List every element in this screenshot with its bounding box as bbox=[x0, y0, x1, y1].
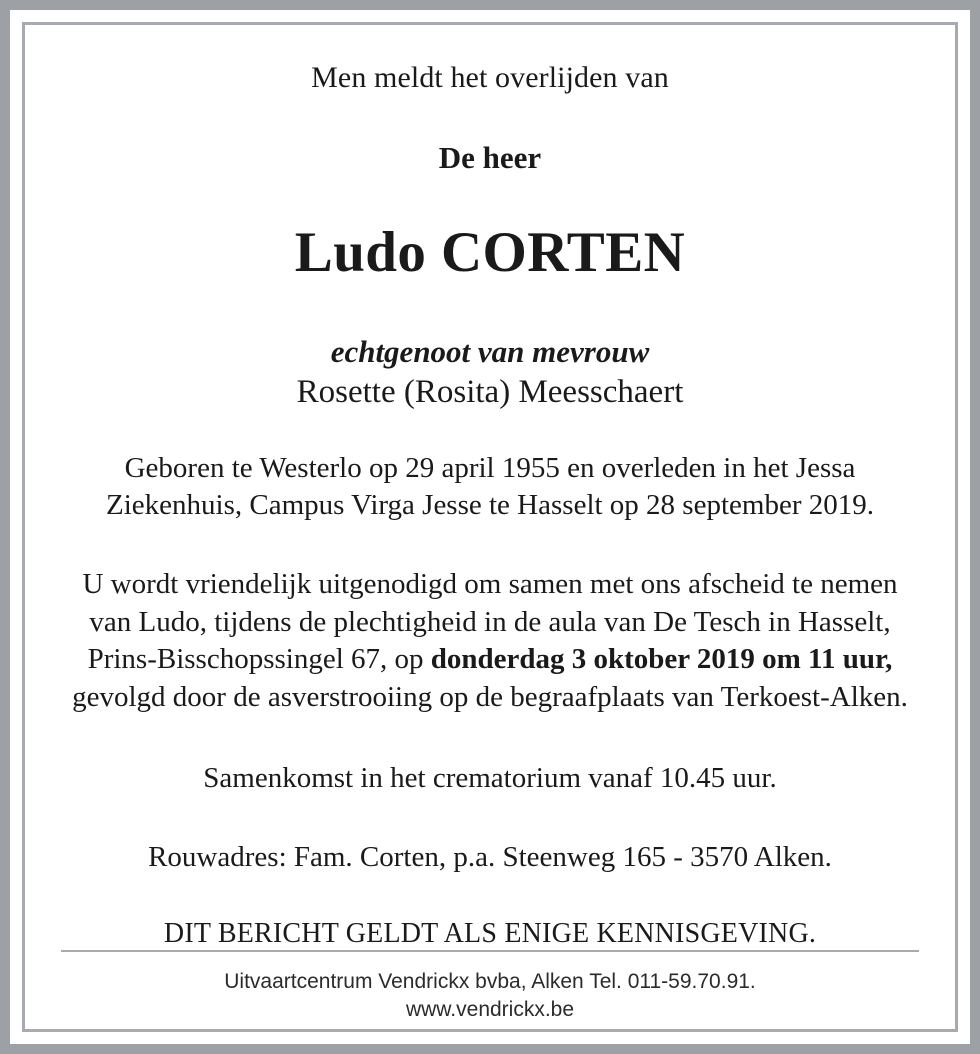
birth-death-paragraph: Geboren te Westerlo op 29 april 1955 en overleden in het Jessa Ziekenhuis, Campus Virga Jesse te Hasselt op 28 september 2019. bbox=[106, 451, 874, 522]
spouse-name: Rosette (Rosita) Meesschaert bbox=[296, 373, 684, 410]
announcement-text: Men meldt het overlijden van bbox=[311, 61, 669, 94]
notice-body bbox=[53, 47, 927, 950]
ceremony-datetime: donderdag 3 oktober 2019 om 11 uur, bbox=[430, 643, 893, 676]
footer-divider bbox=[61, 950, 919, 952]
ceremony-text-before: U wordt vriendelijk uitgenodigd om samen met ons afscheid te nemen van Ludo, tijdens de plechtigheid in de aula van De Tesch in Hasselt, Prins-Bisschopssingel 67, op bbox=[82, 568, 898, 676]
ceremony-text-after: gevolgd door de asverstrooiing op de begraafplaats van Terkoest-Alken. bbox=[72, 680, 908, 713]
funeral-home-website[interactable]: www.vendrickx.be bbox=[405, 998, 575, 1022]
notice-footer bbox=[53, 950, 927, 1041]
salutation-text: De heer bbox=[438, 140, 542, 175]
death-notice-inner-frame bbox=[22, 22, 958, 1032]
spouse-intro-text: echtgenoot van mevrouw bbox=[330, 333, 650, 369]
gathering-paragraph: Samenkomst in het crematorium vanaf 10.45 uur. bbox=[203, 762, 777, 795]
funeral-home-line: Uitvaartcentrum Vendrickx bvba, Alken Tel. 011-59.70.91. bbox=[224, 970, 756, 994]
footer-contact-block bbox=[53, 968, 927, 1023]
legal-note-text: DIT BERICHT GELDT ALS ENIGE KENNISGEVING. bbox=[163, 917, 817, 949]
ceremony-paragraph bbox=[53, 566, 927, 716]
mourning-address-paragraph: Rouwadres: Fam. Corten, p.a. Steenweg 165 - 3570 Alken. bbox=[148, 841, 832, 874]
deceased-name: Ludo CORTEN bbox=[294, 221, 686, 285]
